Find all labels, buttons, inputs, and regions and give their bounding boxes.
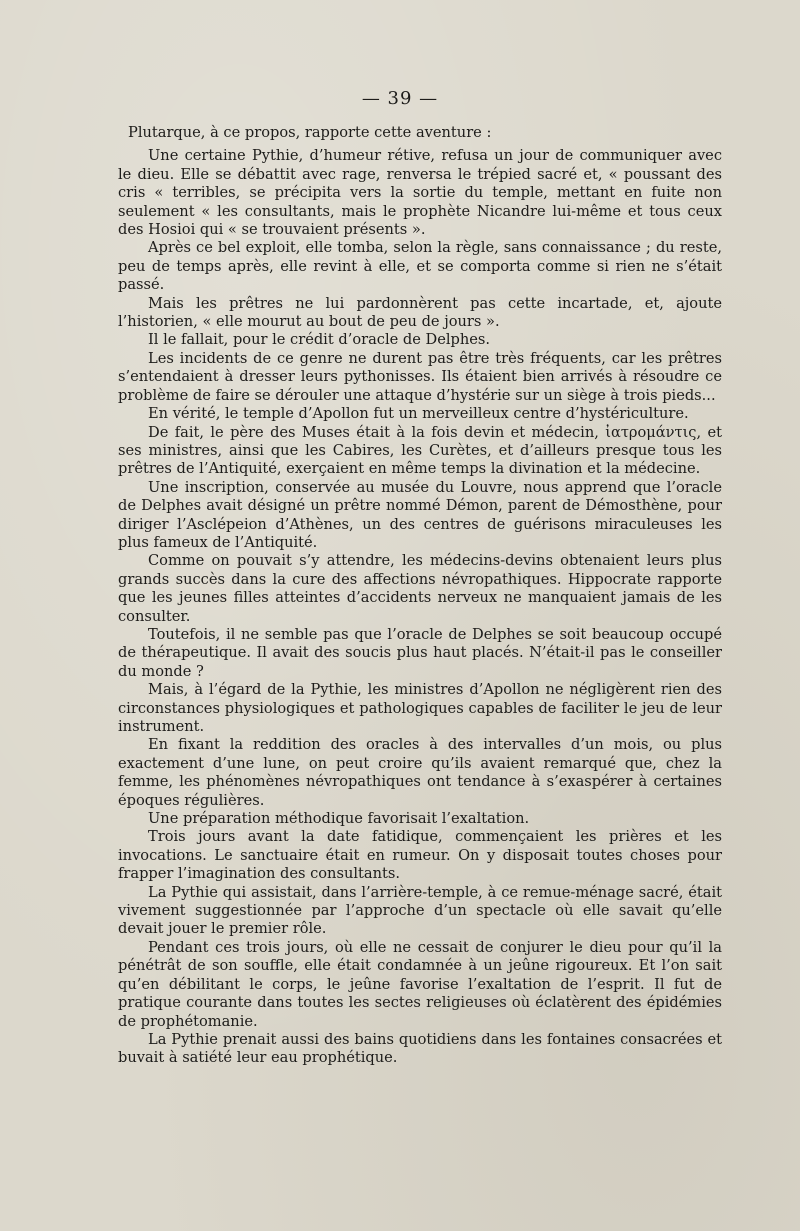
paragraph: De fait, le père des Muses était à la fois devin et médecin, ἰατρομάντις, et ses ministres, ainsi que les Cabires, les Curètes, et d’ailleurs presque tous les prêtres de l’Antiquité, exerçaient en même temps la divination et la médecine. (118, 423, 722, 478)
paragraph: Il le fallait, pour le crédit d’oracle de Delphes. (148, 331, 491, 349)
paragraph: Une préparation méthodique favorisait l’exaltation. (148, 810, 530, 828)
paragraph: Pendant ces trois jours, où elle ne cessait de conjurer le dieu pour qu’il la pénétrât de son souffle, elle était condamnée à un jeûne rigoureux. Et l’on sait qu’en débilitant le corps, le jeûne favorise l’exaltation de l’esprit. Il fut de pratique courante dans toutes les sectes religieuses où éclatèrent des épidémies de prophétomanie. (118, 938, 722, 1030)
body-text (118, 124, 722, 1068)
paragraph: Trois jours avant la date fatidique, commençaient les prières et les invocations. Le sanctuaire était en rumeur. On y disposait toutes choses pour frapper l’imagination des consultants. (118, 828, 722, 883)
paragraph: Une inscription, conservée au musée du Louvre, nous apprend que l’oracle de Delphes avait désigné un prêtre nommé Démon, parent de Démosthène, pour diriger l’Asclépeion d’Athènes, un des centres de guérisons miraculeuses les plus fameux de l’Antiquité. (118, 478, 722, 551)
paragraph: Mais les prêtres ne lui pardonnèrent pas cette incartade, et, ajoute l’historien, « elle mourut au bout de peu de jours ». (118, 294, 722, 331)
paragraph: En vérité, le temple d’Apollon fut un merveilleux centre d’hystériculture. (148, 405, 689, 423)
paragraph: Comme on pouvait s’y attendre, les médecins-devins obtenaient leurs plus grands succès dans la cure des affections névropathiques. Hippocrate rapporte que les jeunes filles atteintes d’accidents nerveux ne manquaient jamais de les consulter. (118, 552, 722, 625)
paragraph: En fixant la reddition des oracles à des intervalles d’un mois, ou plus exactement d’une lune, on peut croire qu’ils avaient remarqué que, chez la femme, les phénomènes névropathiques ont tendance à s’exaspérer à certaines époques régulières. (118, 736, 722, 809)
page-number: — 39 — (361, 88, 439, 109)
paragraph: Les incidents de ce genre ne durent pas être très fréquents, car les prêtres s’entendaient à dresser leurs pythonisses. Ils étaient bien arrivés à résoudre ce problème de faire se dérouler une attaque d’hystérie sur un siège à trois pieds... (118, 349, 722, 404)
paragraph: Mais, à l’égard de la Pythie, les ministres d’Apollon ne négligèrent rien des circonstances physiologiques et pathologiques capables de faciliter le jeu de leur instrument. (118, 681, 722, 735)
paragraph: Plutarque, à ce propos, rapporte cette aventure : (128, 124, 492, 141)
paragraph: La Pythie prenait aussi des bains quotidiens dans les fontaines consacrées et buvait à satiété leur eau prophétique. (118, 1030, 722, 1067)
paragraph: La Pythie qui assistait, dans l’arrière-temple, à ce remue-ménage sacré, était vivement suggestionnée par l’approche d’un spectacle où elle savait qu’elle devait jouer le premier rôle. (118, 883, 722, 938)
paragraph: Toutefois, il ne semble pas que l’oracle de Delphes se soit beaucoup occupé de thérapeutique. Il avait des soucis plus haut placés. N’était-il pas le conseiller du monde ? (118, 625, 722, 680)
paragraph: Une certaine Pythie, d’humeur rétive, refusa un jour de communiquer avec le dieu. Elle se débattit avec rage, renversa le trépied sacré et, « poussant des cris « terribles, se précipita vers la sortie du temple, mettant en fuite non seulement « les consultants, mais le prophète Nicandre lui-même et tous ceux des Hosioi qui « se trouvaient présents ». (118, 147, 722, 239)
paragraph: Après ce bel exploit, elle tomba, selon la règle, sans connaissance ; du reste, peu de temps après, elle revint à elle, et se comporta comme si rien ne s’était passé. (118, 239, 722, 294)
